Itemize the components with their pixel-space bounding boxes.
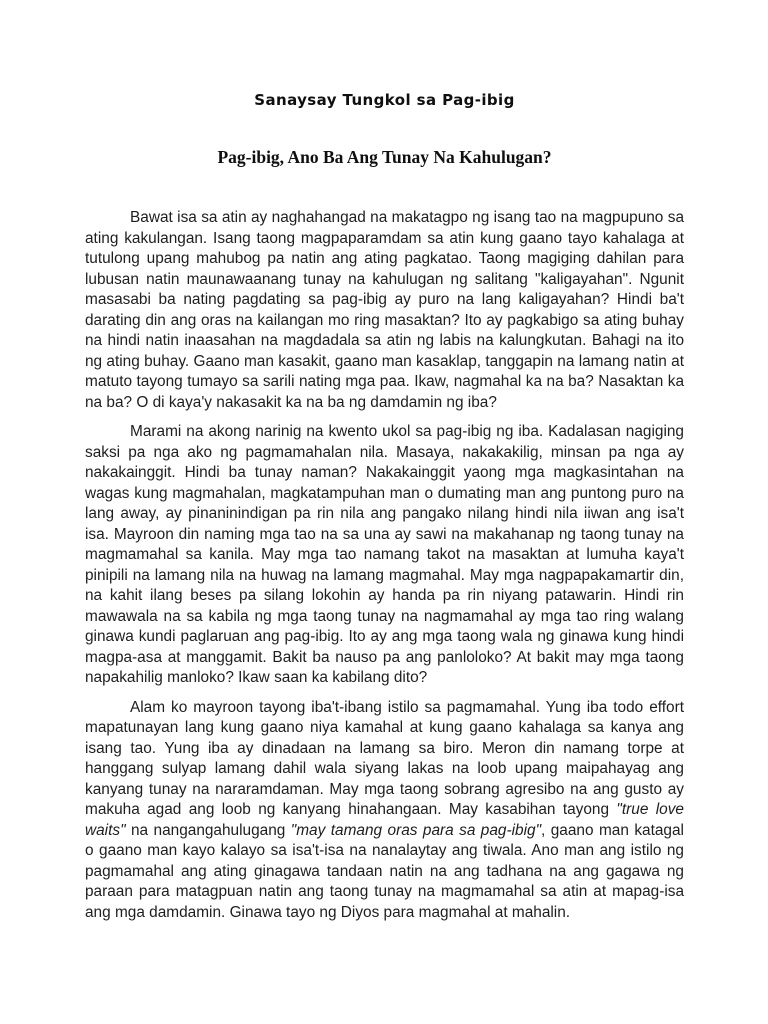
italic-text-run: "may tamang oras para sa pag-ibig" bbox=[290, 821, 542, 839]
document-body bbox=[85, 208, 684, 923]
text-run: Marami na akong narinig na kwento ukol sa pag-ibig ng iba. Kadalasan nagiging saksi pa nga ako ng pagmamahalan nila. Masaya, nakakakilig, minsan pa nga ay nakakainggit. Hindi ba tunay naman? Nakakainggit yaong mga magkasintahan na wagas kung magmahalan, magkatampuhan man o dumating man ang puntong puro na lang away, ay pinaninindigan pa rin nila ang pangako nilang hindi nila iiwan ang isa't isa. Mayroon din naming mga tao na sa una ay sawi na makahanap ng taong tunay na magmamahal sa kanila. May mga tao namang takot na masaktan at lumuha kaya't pinipili na lamang nila na huwag na lamang magmahal. May mga nagpapakamartir din, na kahit ilang beses pa silang lokohin ay handa pa rin niyang patawarin. Hindi rin mawawala na sa kabila ng mga taong tunay na nagmamahal ay mga tao ring walang ginawa kundi paglaruan ang pag-ibig. Ito ay ang mga taong wala ng ginawa kung hindi magpa-asa at manggamit. Bakit ba nauso pa ang panloloko? At bakit may mga taong napakahilig manloko? Ikaw saan ka kabilang dito? bbox=[85, 423, 684, 686]
text-run: na nangangahulugang bbox=[125, 821, 291, 839]
italic-text-run: "true love waits" bbox=[85, 801, 684, 839]
paragraph bbox=[85, 422, 684, 689]
document-heading: Sanaysay Tungkol sa Pag-ibig bbox=[254, 91, 515, 109]
document-title: Pag-ibig, Ano Ba Ang Tunay Na Kahulugan? bbox=[217, 147, 552, 167]
paragraph bbox=[85, 698, 684, 924]
text-run: Bawat isa sa atin ay naghahangad na makatagpo ng isang tao na magpupuno sa ating kakulangan. Isang taong magpaparamdam sa atin kung gaano tayo kahalaga at tutulong upang mahubog pa natin ang ating pagkatao. Taong magiging dahilan para lubusan natin maunawaanang tunay na kahulugan ng salitang "kaligayahan". Ngunit masasabi ba nating pagdating sa pag-ibig ay puro na lang kaligayahan? Hindi ba't darating din ang oras na kailangan mo ring masaktan? Ito ay pagkabigo sa ating buhay na hindi natin inaasahan na magdadala sa atin ng labis na kalungkutan. Bahagi na ito ng ating buhay. Gaano man kasakit, gaano man kasaklap, tanggapin na lamang natin at matuto tayong tumayo sa sarili nating mga paa. Ikaw, nagmahal ka na ba? Nasaktan ka na ba? O di kaya'y nakasakit ka na ba ng damdamin ng iba? bbox=[85, 209, 684, 411]
text-run: Alam ko mayroon tayong iba't-ibang istilo sa pagmamahal. Yung iba todo effort mapatunayan lang kung gaano niya kamahal at kung gaano kahalaga sa kanya ang isang tao. Yung iba ay dinadaan na lamang sa biro. Meron din namang torpe at hanggang sulyap lamang dahil wala siyang lakas na loob upang maipahayag ang kanyang tunay na nararamdaman. May mga taong sobrang agresibo na ang gusto ay makuha agad ang loob ng kanyang hinahangaan. May kasabihan tayong bbox=[85, 698, 684, 818]
text-run: , gaano man katagal o gaano man kayo kalayo sa isa't-isa na nanalaytay ang tiwala. Ano man ang istilo ng pagmamahal ang ating ginagawa tandaan natin na ang tadhana na ang gagawa ng paraan para matagpuan natin ang taong tunay na magmamahal sa atin at mapag-isa ang mga damdamin. Ginawa tayo ng Diyos para magmahal at mahalin. bbox=[85, 821, 684, 921]
paragraph bbox=[85, 208, 684, 413]
